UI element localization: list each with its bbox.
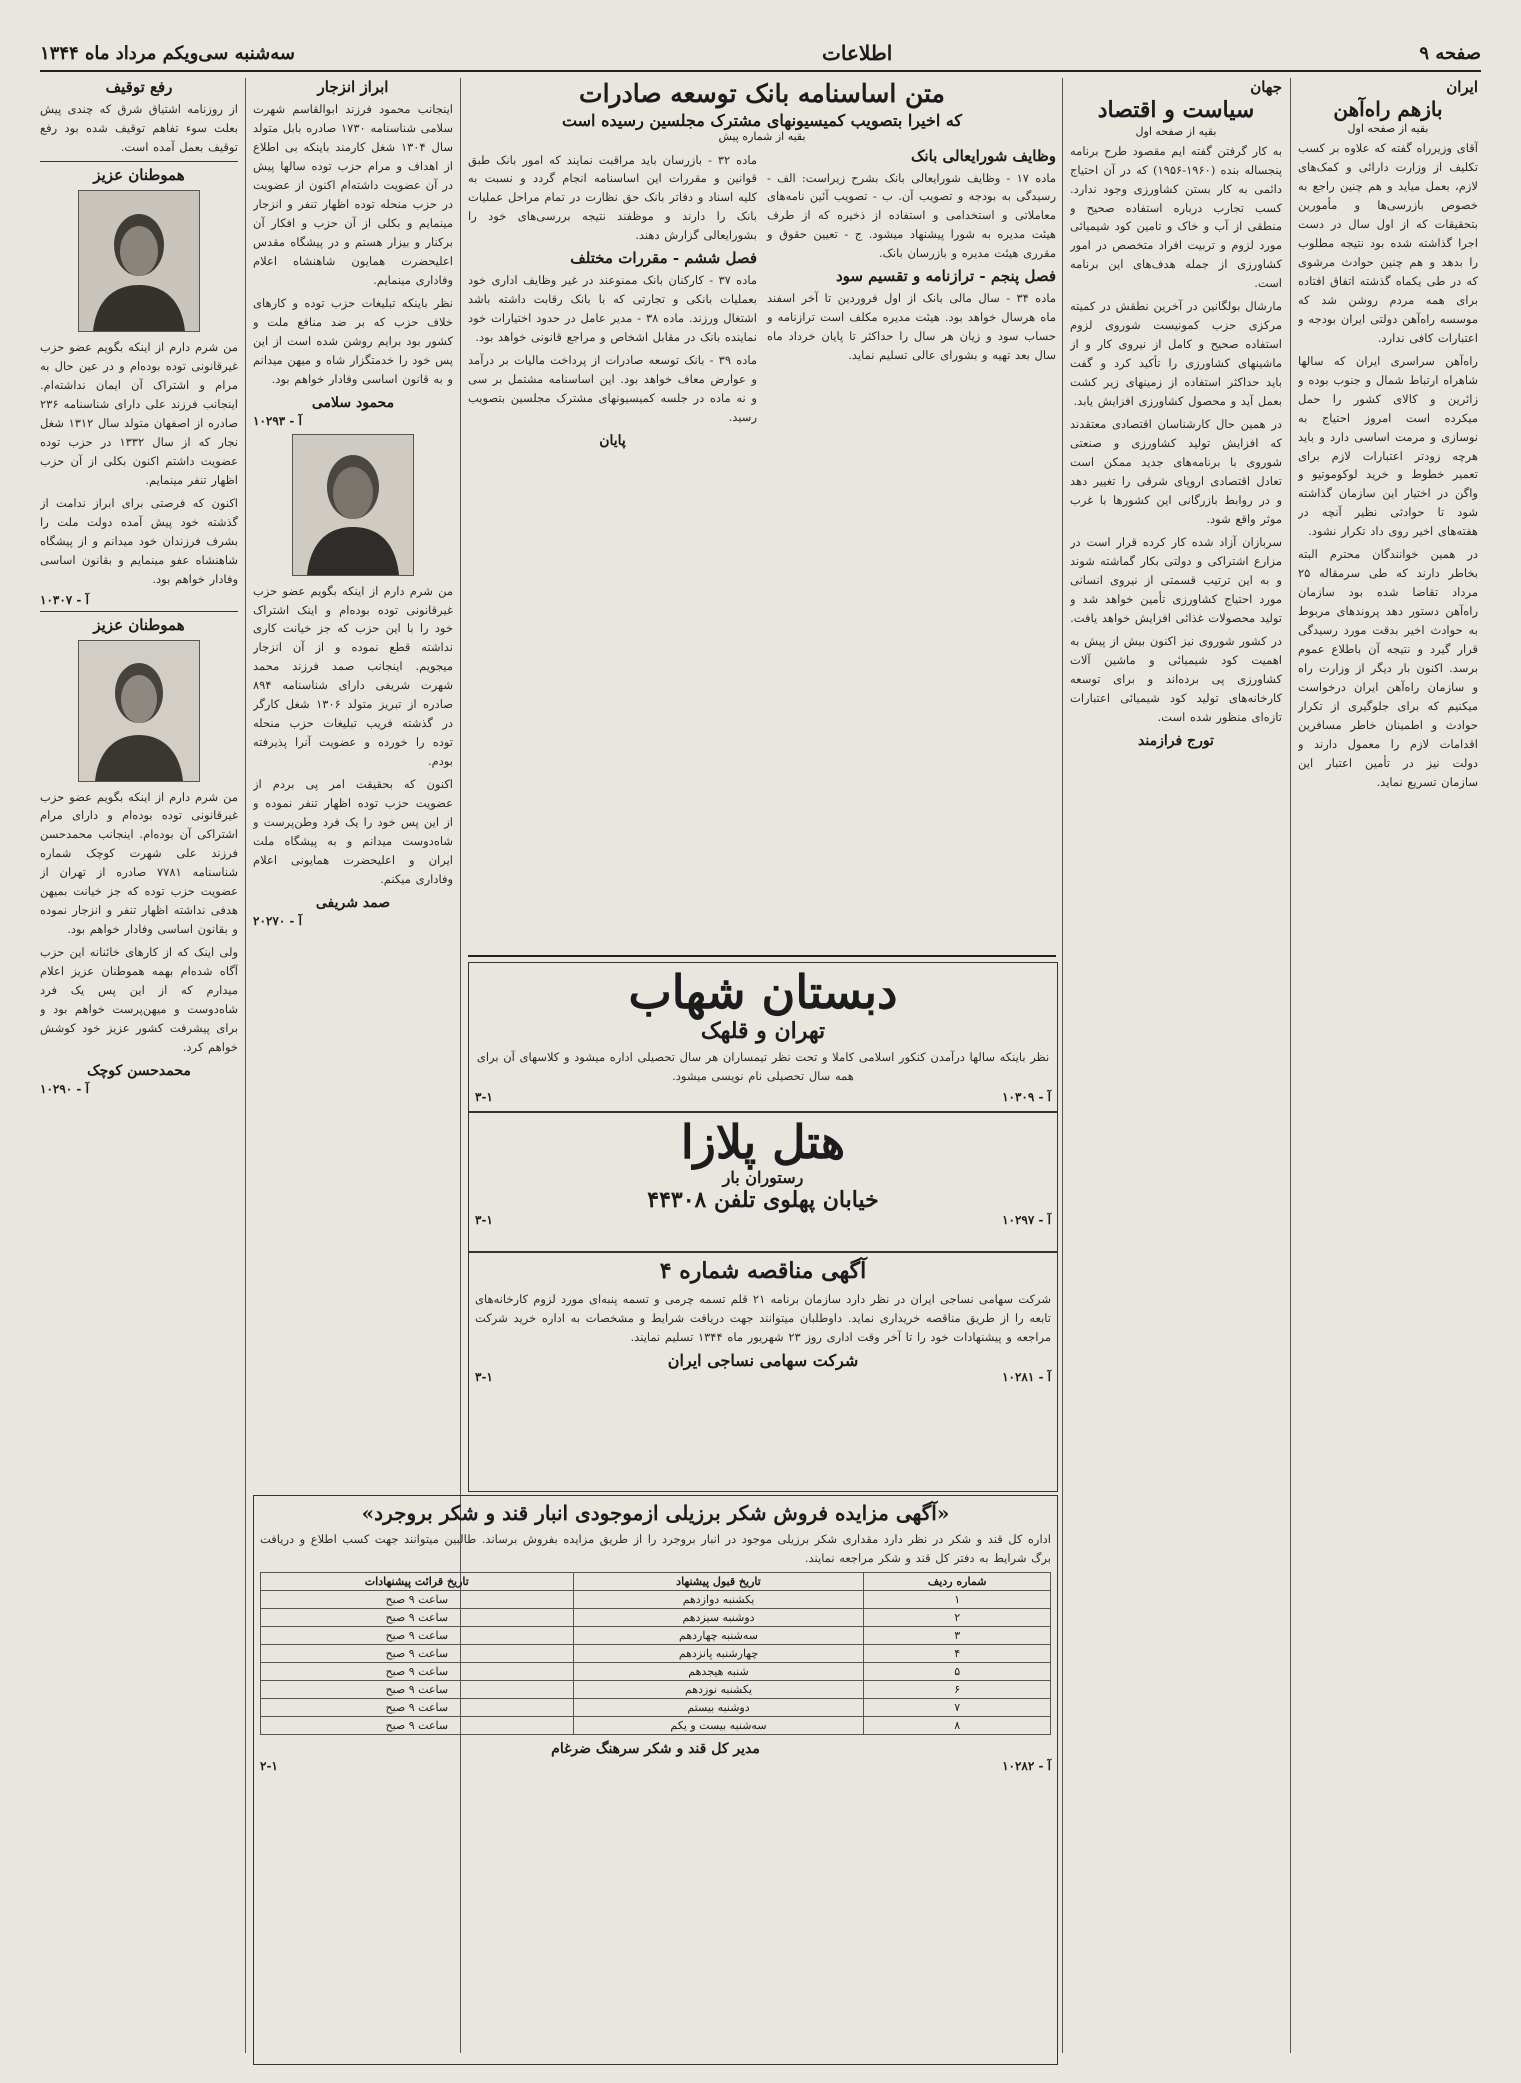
table-cell: یکشنبه دوازدهم <box>573 1590 864 1608</box>
notice-title: ابراز انزجار <box>317 78 389 96</box>
column-rule <box>1290 78 1291 2053</box>
notice-signature: صمد شریفی <box>315 895 391 912</box>
ad-address: خیابان پهلوی تلفن ۴۴۳۰۸ <box>647 1186 879 1213</box>
ad-tender <box>468 1252 1058 1492</box>
article-headline: متن اساسنامه بانک توسعه صادرات <box>579 79 945 108</box>
ad-plaza-hotel <box>468 1112 1058 1252</box>
portrait-photo <box>292 434 414 576</box>
table-cell: ۳ <box>864 1626 1051 1644</box>
table-header: تاریخ قرائت پیشنهادات <box>261 1572 574 1590</box>
table-row <box>261 1590 1051 1608</box>
section-label: ایران <box>1446 78 1478 96</box>
article-railway <box>1298 78 1478 2053</box>
table-header-row <box>261 1572 1051 1590</box>
notice-paragraph: من شرم دارم از اینکه بگویم عضو حزب غیرقانونی توده بوده‌ام و دارای مرام اشتراکی آن بوده‌ام. اینجانب محمدحسن فرزند علی شهرت کوچک شماره شناسنامه ۷۷۸۱ صادره از تهران از عضویت حزب توده که جز خیانت بمیهن هدفی نداشته اظهار تنفر و انزجار نموده و بقانون اساسی وفادار خواهم بود. <box>40 789 238 937</box>
table-header: شماره ردیف <box>864 1572 1051 1590</box>
notice-signature: محمود سلامی <box>311 394 395 411</box>
ad-text: نظر باینکه سالها درآمدن کنکور اسلامی کاملا و تحت نظر تیمساران هر سال تحصیلی اداره میشود و کلاسهای آن برای همه سال تحصیلی نام نویسی میشود. <box>476 1049 1050 1083</box>
ad-footer <box>260 1759 1051 1773</box>
section-divider <box>468 955 1056 957</box>
notices-renunciation <box>253 78 453 1488</box>
notice-divider <box>40 611 238 612</box>
table-cell: ساعت ۹ صبح <box>261 1590 574 1608</box>
table-cell: ساعت ۹ صبح <box>261 1644 574 1662</box>
subsection-title: فصل پنجم - ترازنامه و تقسیم سود <box>835 267 1056 286</box>
notice-paragraph: اکنون که بحقیقت امر پی بردم از عضویت حزب توده اظهار تنفر نموده و از این پس خود را یک فرد وطن‌پرست و شاه‌دوست میدانم و به پیشگاه ملت ایران و اعلیحضرت همایونی اعلام وفاداری میکنم. <box>253 777 453 887</box>
author-signature: تورج فرازمند <box>1138 732 1214 749</box>
ad-subtitle: تهران و قلهک <box>700 1017 826 1044</box>
article-subhead: که اخیرا بتصویب کمیسیونهای مشترک مجلسین رسیده است <box>561 110 963 130</box>
ad-title: «آگهی مزایده فروش شکر برزیلی ازموجودی انبار قند و شکر بروجرد» <box>361 1501 950 1525</box>
column-rule <box>245 78 246 2053</box>
article-paragraph: ماده ۳۹ - بانک توسعه صادرات از پرداخت مالیات بر درآمد و عوارض معاف خواهد بود. این اساسنامه مشتمل بر سی و نه ماده در جلسه کمیسیونهای مشترک مجلسین بتصویب رسید. <box>468 353 758 425</box>
table-cell: ۱ <box>864 1590 1051 1608</box>
article-subcolumn <box>767 147 1056 452</box>
article-world-economy <box>1070 78 1282 2053</box>
portrait-photo <box>78 190 200 332</box>
notice-title: رفع توقیف <box>105 78 173 96</box>
notice-paragraph: از روزنامه اشتیاق شرق که چندی پیش بعلت سوء تفاهم توقیف شده بود رفع توقیف بعمل آمده است. <box>40 102 238 154</box>
ad-footer <box>475 1090 1051 1104</box>
article-columns <box>468 147 1056 452</box>
notice-paragraph: اینجانب محمود فرزند ابوالقاسم شهرت سلامی شناسنامه ۱۷۳۰ صادره بابل متولد سال ۱۳۰۴ شغل کارمند باینکه بی اطلاع از اهداف و مرام حزب توده سالها پیش در آن عضویت داشته‌ام اکنون از عضویت در حزب منحله توده اظهار تنفر و انزجار مینمایم و بکلی از آن حزب و افکار آن برکنار و بیزار هستم و در پیشگاه مقدس اعلیحضرت همایون شاهنشاه اعلام وفاداری مینمایم. <box>253 102 453 287</box>
table-cell: ۶ <box>864 1680 1051 1698</box>
ad-sugar-auction <box>253 1495 1058 2065</box>
article-headline: بازهم راه‌آهن <box>1333 97 1443 121</box>
table-cell: ساعت ۹ صبح <box>261 1716 574 1734</box>
page-number: صفحه ۹ <box>1419 42 1481 64</box>
article-paragraph: مارشال بولگانین در آخرین نطقش در کمیته مرکزی حزب کمونیست شوروی لزوم استفاده صحیح و کامل از نیروی کار و از ماشینهای کشاورزی را تأکید کرد و گفت باید حداکثر استفاده از زمینهای زیر کشت بعمل آید و محصول کشاورزی افزایش یابد. <box>1070 299 1282 409</box>
article-end: پایان <box>599 433 626 450</box>
article-paragraph: راه‌آهن سراسری ایران که سالها شاهراه ارتباط شمال و جنوب بوده و زائرین و کالای کشور را حمل میکرده است امروز احتیاج به نوسازی و مرمت اساسی دارد و باید هرچه زودتر اعتبارات لازم برای تعمیر خطوط و خرید لوکوموتیو و واگن در اختیار این سازمان گذاشته شود تا حوادثی نظیر آنچه در هفته‌های اخیر روی داد تکرار نشود. <box>1298 353 1478 539</box>
table-row <box>261 1680 1051 1698</box>
article-paragraph: آقای وزیرراه گفته که علاوه بر کسب تکلیف از وزارت دارائی و کمک‌های لازم، بعمل میاید و هم چنین راجع به خصوص بازرسی‌ها و مأمورین بتحقیقات که از اول سال در دست اجرا گذاشته شده بود نتیجه مطلوب را بدهد و هم چنین حوادث مرشوی که در طی یکماه گذشته اتفاق افتاده برای همه مردم روشن شد که موسسه راه‌آهن دولتی ایران بودجه و اعتبارات کافی ندارد. <box>1298 141 1478 345</box>
table-cell: ۴ <box>864 1644 1051 1662</box>
table-cell: ساعت ۹ صبح <box>261 1608 574 1626</box>
article-paragraph: ماده ۱۷ - وظایف شورایعالی بانک بشرح زیراست: الف - رسیدگی به بودجه و تصویب آن. ب - تصویب آئین نامه‌های معاملاتی و استخدامی و استفاده از ذخیره که از طرف هیئت مدیره به شورا پیشنهاد میشود. ج - تعیین حقوق و مقرری هیئت مدیره و بازرسان بانک. <box>767 170 1056 261</box>
ad-number: ۳-۱ <box>475 1212 493 1227</box>
table-cell: ۷ <box>864 1698 1051 1716</box>
article-paragraph: ماده ۳۲ - بازرسان باید مراقبت نمایند که امور بانک طبق قوانین و مقررات این اساسنامه انجام گردد و نسبت به کلیه اسناد و دفاتر بانک حق نظارت در تمام مراحل عملیات بانک را دارند و موظفند نتیجه بررسی‌های خود را بشورایعالی گزارش دهند. <box>468 152 757 243</box>
ad-code: آ - ۱۰۲۸۲ <box>1002 1758 1051 1773</box>
table-cell: ساعت ۹ صبح <box>261 1698 574 1716</box>
continued-note: بقیه از صفحه اول <box>1135 124 1217 138</box>
ad-title: هتل پلازا <box>680 1115 846 1169</box>
notice-divider <box>40 161 238 162</box>
table-cell: ۵ <box>864 1662 1051 1680</box>
notice-paragraph: اکنون که فرصتی برای ابراز ندامت از گذشته خود پیش آمده دولت ملت را بشرف فرزندان خود میدانم و از پیشگاه شاهنشاه عفو مینمایم و بقانون اساسی وفادار خواهم بود. <box>40 495 238 586</box>
table-row <box>261 1626 1051 1644</box>
ad-title: آگهی مناقصه شماره ۴ <box>659 1258 867 1284</box>
continued-note: بقیه از شماره پیش <box>718 129 806 143</box>
table-cell: ساعت ۹ صبح <box>261 1626 574 1644</box>
ad-footer <box>475 1370 1051 1384</box>
article-headline: سیاست و اقتصاد <box>1097 97 1255 123</box>
ad-number: ۳-۱ <box>475 1089 493 1104</box>
table-cell: سه‌شنبه چهاردهم <box>573 1626 864 1644</box>
ad-company: شرکت سهامی نساجی ایران <box>667 1350 859 1370</box>
ad-signature: مدیر کل قند و شکر سرهنگ ضرغام <box>551 1740 760 1757</box>
subsection-title: وظایف شورایعالی بانک <box>910 146 1056 165</box>
ad-footer <box>475 1213 1051 1227</box>
notice-paragraph: ولی اینک که از کارهای خائنانه این حزب آگاه شده‌ام بهمه هموطنان عزیز اعلام میدارم که از این پس یک فرد شاه‌دوست و میهن‌پرست خواهم بود و برای پیشرفت کشور عزیز خود کوشش خواهم کرد. <box>40 945 238 1055</box>
paper-name: اطلاعات <box>822 41 893 65</box>
notice-code: آ - ۲۰۲۷۰ <box>253 914 302 929</box>
article-paragraph: ماده ۳۴ - سال مالی بانک از اول فروردین تا آخر اسفند ماه هرسال خواهد بود. هیئت مدیره مکلف است ترازنامه و حساب سود و زیان هر سال را حداکثر تا پایان خرداد ماه سال بعد تهیه و بشورای عالی تسلیم نماید. <box>767 291 1056 363</box>
table-cell: سه‌شنبه بیست و یکم <box>573 1716 864 1734</box>
table-cell: ۸ <box>864 1716 1051 1734</box>
section-label: جهان <box>1250 78 1282 96</box>
ad-text: شرکت سهامی نساجی ایران در نظر دارد سازمان برنامه ۲۱ قلم تسمه چرمی و تسمه پنبه‌ای مورد لزوم کارخانه‌های تابعه را از طریق مناقصه خریداری نماید. داوطلبان میتوانند جهت دریافت شرایط و مشخصات به اداره خرید شرکت مراجعه و پیشنهادات خود را تا آخر وقت اداری روز ۲۳ شهریور ماه ۱۳۴۴ تسلیم نمایند. <box>475 1291 1051 1344</box>
ad-subtitle: رستوران بار <box>722 1167 804 1187</box>
notice-code: آ - ۱۰۳۰۷ <box>40 592 89 607</box>
ad-code: آ - ۱۰۳۰۹ <box>1002 1089 1051 1104</box>
portrait-photo <box>78 640 200 782</box>
notice-paragraph: من شرم دارم از اینکه بگویم عضو حزب غیرقانونی توده بوده‌ام و در عین حال به مرام و اشتراک آن ایمان نداشته‌ام. اینجانب فرزند علی دارای شناسنامه ۲۳۶ صادره از اصفهان متولد سال ۱۳۱۲ شغل نجار که از سال ۱۳۳۲ در حزب توده عضویت داشتم اکنون بکلی از آن حزب اظهار تنفر مینمایم. <box>40 339 238 487</box>
auction-table <box>260 1572 1051 1735</box>
article-paragraph: به کار گرفتن گفته ایم مقصود طرح برنامه پنجساله بنده (۱۹۶۰-۱۹۵۶) که در آن احتیاج دائمی به کار بستن کشاورزی وجود ندارد. کسب تجارب درباره استفاده صحیح و منطقی از آب و خاک و تامین کود شیمیائی مورد لزوم و تربیت افراد متخصص در امور کشاورزی از جمله هدف‌های این برنامه است. <box>1070 143 1282 291</box>
notice-signature: محمدحسن کوچک <box>87 1063 191 1080</box>
article-paragraph: در کشور شوروی نیز اکنون بیش از پیش به اهمیت کود شیمیائی و ماشین آلات کشاورزی پی برده‌اند و برای توسعه کارخانه‌های تولید کود شیمیائی اعتبارات تازه‌ای منظور شده است. <box>1070 633 1282 724</box>
ad-code: آ - ۱۰۲۸۱ <box>1002 1369 1051 1384</box>
table-cell: دوشنبه سیزدهم <box>573 1608 864 1626</box>
table-cell: ساعت ۹ صبح <box>261 1680 574 1698</box>
table-cell: ۲ <box>864 1608 1051 1626</box>
masthead <box>40 36 1481 72</box>
issue-date: سه‌شنبه‌ سی‌ویکم مرداد ماه ۱۳۴۴ <box>40 42 295 64</box>
article-paragraph: در همین حال کارشناسان اقتصادی معتقدند که افزایش تولید کشاورزی و صنعتی شوروی با برنامه‌های جدید ممکن است تعادل اقتصادی اروپای شرقی را تغییر دهد و در روابط بازرگانی این کشورها با غرب موثر واقع شود. <box>1070 417 1282 526</box>
table-row <box>261 1644 1051 1662</box>
table-cell: چهارشنبه پانزدهم <box>573 1644 864 1662</box>
article-subcolumn <box>468 147 757 452</box>
table-cell: دوشنبه بیستم <box>573 1698 864 1716</box>
ad-number: ۲-۱ <box>260 1758 278 1773</box>
notice-paragraph: من شرم دارم از اینکه بگویم عضو حزب غیرقانونی توده بوده‌ام و اینک اشتراک خود را با این حزب که جز خیانت کاری نداشته قطع نموده و از آن انزجار میجویم. اینجانب صمد فرزند محمد شهرت شریفی دارای شناسنامه ۸۹۴ صادره از تبریز متولد ۱۳۰۶ شغل کارگر در گذشته فریب تبلیغات حزب منحله توده را خورده و عضویت آنرا پذیرفته بودم. <box>253 583 453 769</box>
table-row <box>261 1608 1051 1626</box>
ad-number: ۳-۱ <box>475 1369 493 1384</box>
article-paragraph: ماده ۳۷ - کارکنان بانک ممنوعند در غیر وظایف اداری خود بعملیات بانکی و تجارتی که با بانک رقابت داشته باشد اشتغال ورزند. ماده ۳۸ - مدیر عامل در حدود اختیارات خود نماینده بانک در مقابل اشخاص و مراجع قانونی خواهد بود. <box>468 273 757 345</box>
notice-paragraph: نظر باینکه تبلیغات حزب توده و کارهای خلاف حزب که بر ضد منافع ملت و کشور بود برایم روشن شده است از این پس خود را خدمتگزار شاه و میهن میدانم و به قانون اساسی وفادار خواهم بود. <box>253 295 453 386</box>
notices-left <box>40 78 238 2053</box>
continued-note: بقیه از صفحه اول <box>1347 122 1429 135</box>
article-paragraph: سربازان آزاد شده کار کرده قرار است در مزارع اشتراکی و دولتی بکار گماشته شوند و به این ترتیب قسمتی از نیروی انسانی مورد احتیاج کشاورزی تأمین خواهد شد و تولید محصولات غذائی افزایش خواهد یافت. <box>1070 534 1282 625</box>
table-row <box>261 1698 1051 1716</box>
notice-title: هموطنان عزیز <box>93 165 185 184</box>
ad-code: آ - ۱۰۲۹۷ <box>1002 1212 1051 1227</box>
ad-title: دبستان شهاب <box>628 965 898 1019</box>
notice-code: آ - ۱۰۲۹۳ <box>253 413 302 428</box>
table-cell: ساعت ۹ صبح <box>261 1662 574 1680</box>
ad-shahab-school <box>468 962 1058 1112</box>
table-cell: یکشنبه نوزدهم <box>573 1680 864 1698</box>
table-row <box>261 1716 1051 1734</box>
ad-text: اداره کل قند و شکر در نظر دارد مقداری شکر برزیلی موجود در انبار بروجرد را از طریق مزایده بفروش برساند. طالبین میتوانند جهت کسب اطلاع و دریافت برگ شرایط به دفتر کل قند و شکر مراجعه نمایند. <box>260 1532 1051 1565</box>
table-row <box>261 1662 1051 1680</box>
notice-title: هموطنان عزیز <box>93 615 185 634</box>
table-header: تاریخ قبول پیشنهاد <box>573 1572 864 1590</box>
subsection-title: فصل ششم - مقررات مختلف <box>570 249 757 268</box>
column-rule <box>1062 78 1063 2053</box>
article-paragraph: در همین خوانندگان محترم البته بخاطر دارند که طی سرمقاله ۲۵ مرداد تقاضا شده بود سازمان راه‌آهن دستور دهد پروندهای مربوط به حوادث اخیر بدقت مورد رسیدگی قرار گیرد و نتیجه آن باطلاع عموم برسد. اکنون بار دیگر از وزارت راه و سازمان راه‌آهن ایران درخواست میکنیم که برای جلوگیری از تکرار حوادث و اطمینان خاطر مسافرین اقدامات لازم را معمول دارند و دولت نیز در تأمین اعتبار این سازمان تسریع نماید. <box>1298 547 1478 789</box>
notice-code: آ - ۱۰۲۹۰ <box>40 1082 89 1097</box>
table-cell: شنبه هیجدهم <box>573 1662 864 1680</box>
